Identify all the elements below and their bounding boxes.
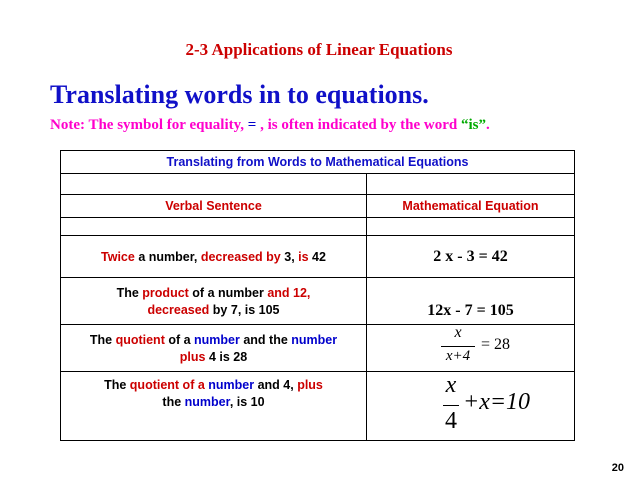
verbal-sentence — [61, 278, 367, 325]
empty-cell — [367, 174, 575, 195]
keyword-quotient: quotient — [115, 332, 165, 347]
slide-heading: Translating words in to equations. — [50, 80, 429, 109]
verbal-sentence — [61, 325, 367, 372]
table-row — [61, 278, 575, 325]
math-equation: 12x - 7 = 105 — [367, 278, 575, 325]
text-segment: 3, — [280, 249, 299, 264]
fraction-bar — [441, 346, 475, 347]
table-row — [61, 236, 575, 278]
empty-cell — [61, 174, 367, 195]
fraction-numerator: x — [454, 324, 462, 341]
math-equation — [367, 325, 575, 372]
translation-table — [60, 150, 575, 441]
fraction-denominator: 4 — [445, 408, 457, 434]
empty-cell — [367, 218, 575, 236]
note-word: “is” — [460, 117, 486, 133]
fraction-numerator: x — [445, 372, 457, 398]
table-title: Translating from Words to Mathematical Equations — [61, 151, 575, 174]
text-segment: a number, — [134, 249, 201, 264]
text-segment: The — [116, 285, 143, 300]
page-number: 20 — [611, 462, 624, 474]
equation-rhs: = 28 — [481, 336, 511, 353]
text-segment: and 4, — [254, 378, 298, 392]
keyword-is: is — [298, 249, 309, 264]
keyword-number: number — [204, 378, 255, 392]
keyword-number: number — [194, 332, 240, 347]
verbal-sentence — [61, 372, 367, 441]
slide-subtitle: 2-3 Applications of Linear Equations — [185, 40, 453, 59]
keyword-decreased-by: decreased by — [200, 249, 281, 264]
note-text — [50, 117, 490, 134]
keyword-product: product — [142, 285, 189, 300]
text-segment: and the — [239, 332, 292, 347]
empty-cell — [61, 218, 367, 236]
note-part1: Note: The symbol for equality, — [50, 117, 248, 133]
text-segment: of a number — [188, 285, 268, 300]
equation-rhs: +x=10 — [463, 389, 531, 415]
fraction-bar — [443, 405, 459, 406]
keyword-plus: plus — [179, 349, 206, 364]
text-segment: 42 — [308, 249, 326, 264]
text-segment: , is 10 — [229, 395, 265, 409]
text-segment: the — [162, 395, 185, 409]
keyword-twice: Twice — [101, 249, 135, 264]
verbal-sentence — [61, 236, 367, 278]
note-part3: . — [485, 117, 490, 133]
math-equation: 2 x - 3 = 42 — [367, 236, 575, 278]
table-row — [61, 325, 575, 372]
text-segment: 4 is 28 — [205, 349, 248, 364]
column-header-verbal: Verbal Sentence — [61, 195, 367, 218]
keyword-quotient: quotient of a — [129, 378, 205, 392]
math-equation — [367, 372, 575, 441]
keyword-number: number — [291, 332, 338, 347]
table-row — [61, 372, 575, 441]
text-segment: The — [104, 378, 130, 392]
keyword-decreased: decreased — [147, 302, 210, 317]
note-part2: , is often indicated by the word — [256, 117, 461, 133]
column-header-equation: Mathematical Equation — [367, 195, 575, 218]
keyword-plus: plus — [297, 378, 323, 392]
text-segment: of a — [164, 332, 195, 347]
text-segment: The — [89, 332, 116, 347]
keyword-number: number — [184, 395, 230, 409]
text-segment: by 7, is 105 — [209, 302, 280, 317]
note-symbol: = — [247, 117, 257, 133]
keyword-and: and 12, — [267, 285, 311, 300]
fraction-denominator: x+4 — [445, 348, 471, 364]
